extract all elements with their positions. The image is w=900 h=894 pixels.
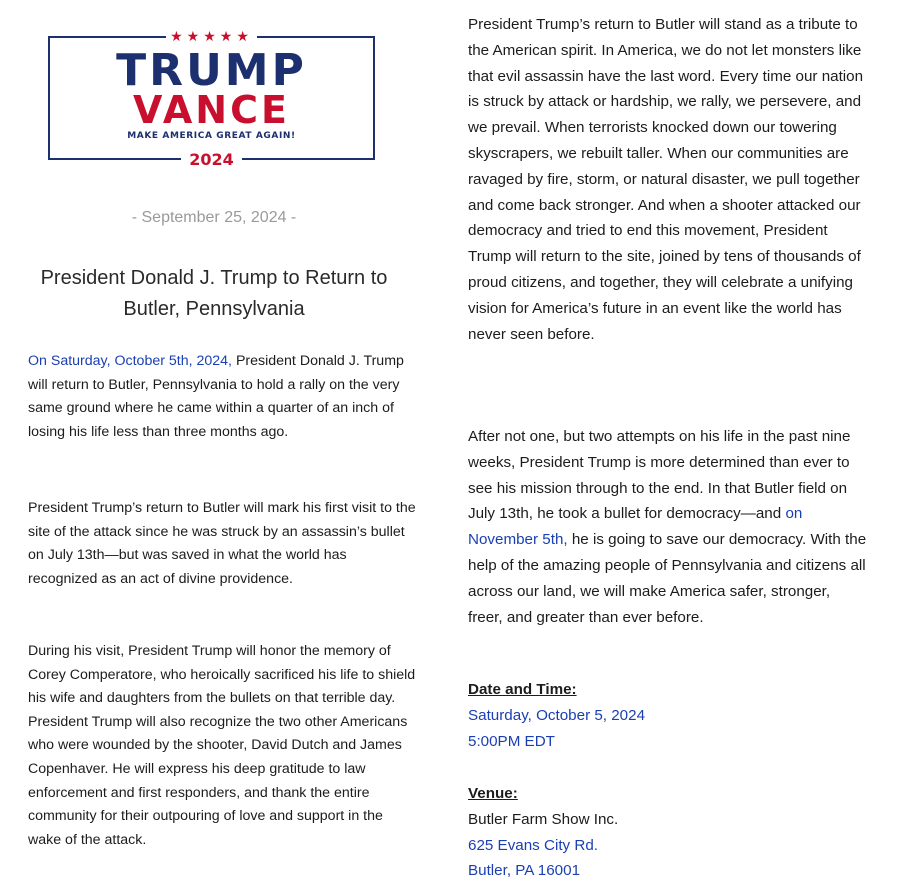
venue-address-line1[interactable]: 625 Evans City Rd. (468, 836, 598, 854)
event-date-link[interactable]: On Saturday, October 5th, 2024, (28, 353, 232, 369)
election-date-link[interactable]: on November 5th, (468, 505, 803, 549)
logo-year: 2024 (50, 150, 373, 170)
right-column (452, 0, 900, 894)
venue-section (468, 781, 868, 884)
venue-heading: Venue: (468, 785, 518, 802)
release-date: - September 25, 2024 - (131, 209, 297, 226)
paragraph-2: President Trump’s return to Butler will mark his first visit to the site of the attack since he was struck by an assassin’s bullet on July 13th—but was saved in what the world has recognized as an act of divine providence. (28, 500, 416, 587)
venue-address-line2[interactable]: Butler, PA 16001 (468, 862, 581, 880)
logo-slogan: MAKE AMERICA GREAT AGAIN! (127, 131, 296, 141)
paragraph-1: On Saturday, October 5th, 2024, President Donald J. Trump will return to Butler, Pennsylvania to hold a rally on the very same ground where he came within a quarter of an inch of losing his life less than three months ago. (28, 353, 404, 440)
logo-trump-text: TRUMP (116, 45, 307, 96)
date-time-heading: Date and Time: (468, 681, 577, 698)
date-time-section (468, 677, 868, 754)
logo-vance-text: VANCE (133, 88, 290, 132)
stars-icon: ★★★★★ (50, 26, 373, 46)
paragraph-3: During his visit, President Trump will honor the memory of Corey Comperatore, who heroically sacrificed his life to shield his wife and daughters from the bullets on that terrible day. President Trump will also recognize the two other Americans who were wounded by the shooter, David Dutch and James Copenhaver. He will express his deep gratitude to law enforcement and first responders, and thank the entire community for their outpouring of love and support in the wake of the attack. (28, 643, 416, 848)
venue-name: Butler Farm Show Inc. (468, 810, 619, 828)
page-title: President Donald J. Trump to Return to Butler, Pennsylvania (40, 267, 388, 320)
campaign-logo (48, 28, 375, 169)
paragraph-4: President Trump’s return to Butler will stand as a tribute to the American spirit. In America, we do not let monsters like that evil assassin have the last word. Every time our nation is struck by attack or hardship, we rally, we persevere, and we prevail. When terrorists knocked down our towering skyscrapers, we rebuilt taller. When our communities are ravaged by fire, storm, or natural disaster, we pull together and come back stronger. And when a shooter attacked our democracy and tried to end this movement, President Trump will return to the site, joined by tens of thousands of proud citizens, and together, they will celebrate a unifying vision for America’s future in an event like the world has never seen before. (468, 16, 864, 343)
event-time[interactable]: 5:00PM EDT (468, 732, 555, 750)
paragraph-5: After not one, but two attempts on his life in the past nine weeks, President Trump is more determined than ever to see his mission through to the end. In that Butler field on July 13th, he took a bullet for democracy—and on November 5th, he is going to save our democracy. With the help of the amazing people of Pennsylvania and citizens all across our land, we will make America safer, stronger, freer, and greater than ever before. (468, 428, 867, 626)
left-column (0, 0, 440, 894)
event-date[interactable]: Saturday, October 5, 2024 (468, 706, 646, 724)
